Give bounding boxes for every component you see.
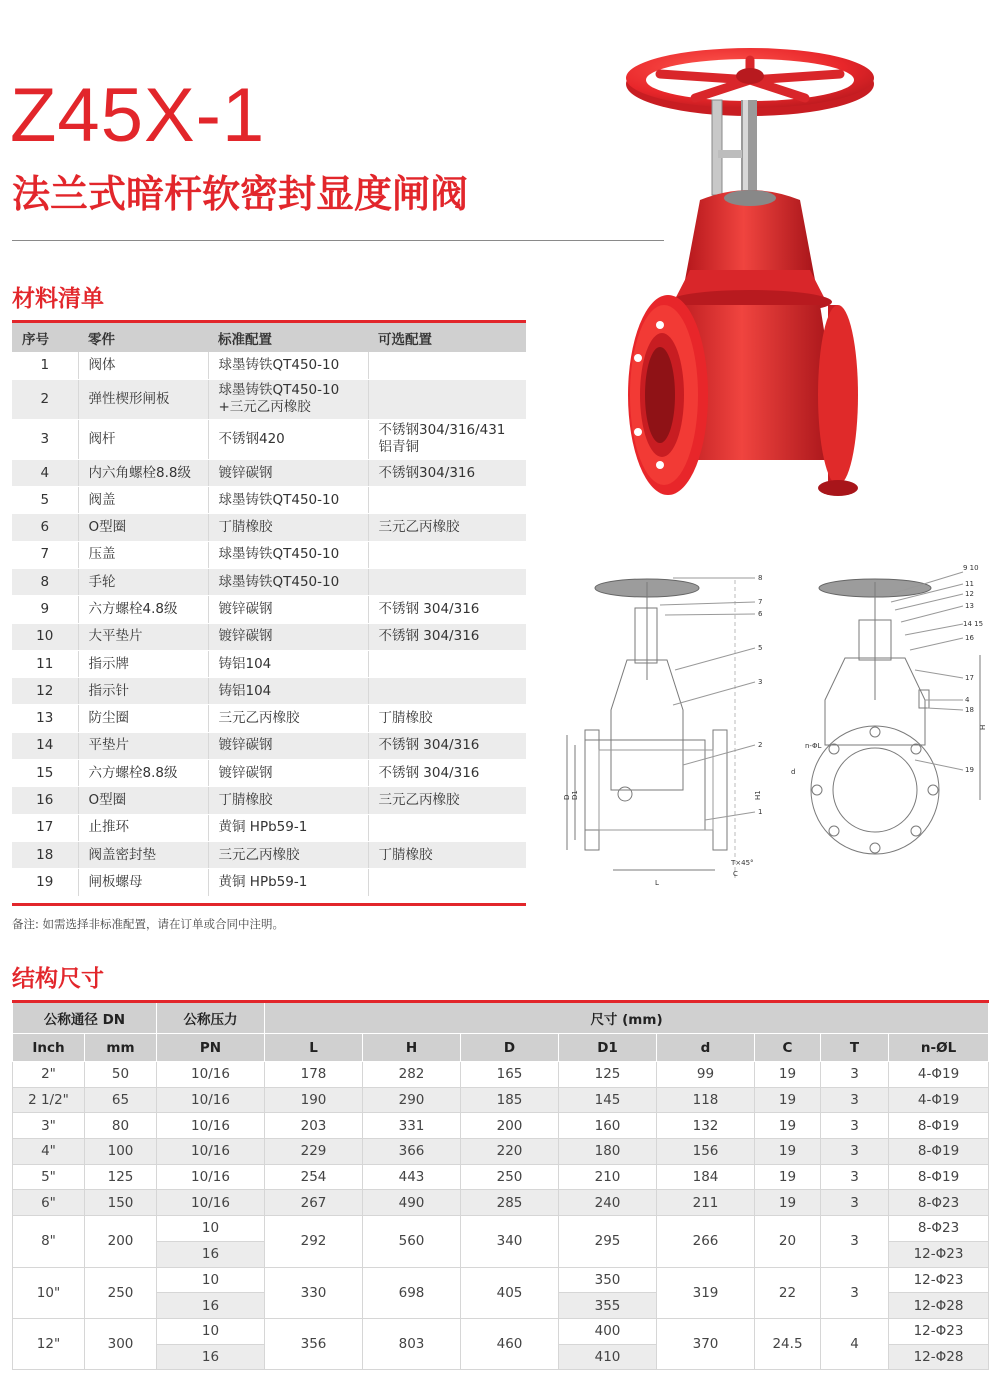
table-cell: 2 xyxy=(12,379,78,419)
table-cell: 黄铜 HPb59-1 xyxy=(208,869,368,896)
table-cell: 331 xyxy=(363,1113,461,1139)
callout-label: 2 xyxy=(758,741,763,749)
table-cell: 370 xyxy=(657,1318,755,1369)
table-row xyxy=(13,1267,989,1293)
table-cell: 黄铜 HPb59-1 xyxy=(208,814,368,841)
table-cell: 不锈钢 304/316 xyxy=(368,760,526,787)
table-cell: 3 xyxy=(821,1190,889,1216)
table-row xyxy=(12,379,526,419)
table-cell: 330 xyxy=(265,1267,363,1318)
table-cell xyxy=(368,352,526,379)
table-cell: 镀锌碳钢 xyxy=(208,732,368,759)
dim-label: d xyxy=(791,768,796,776)
table-cell: 16 xyxy=(157,1241,265,1267)
table-cell: 4" xyxy=(13,1139,85,1165)
table-cell: 六方螺栓4.8级 xyxy=(78,596,208,623)
table-cell: 不锈钢 304/316 xyxy=(368,596,526,623)
table-cell: 24.5 xyxy=(755,1318,821,1369)
table-cell: 15 xyxy=(12,760,78,787)
table-cell: 319 xyxy=(657,1267,755,1318)
callout-label: 14 15 xyxy=(963,620,984,628)
table-cell: 12-Φ23 xyxy=(889,1241,989,1267)
table-cell: 三元乙丙橡胶 xyxy=(368,787,526,814)
table-cell: 355 xyxy=(559,1293,657,1319)
table-cell: 球墨铸铁QT450-10 +三元乙丙橡胶 xyxy=(208,379,368,419)
table-cell: 282 xyxy=(363,1062,461,1088)
table-cell: 6 xyxy=(12,514,78,541)
valve-photo xyxy=(600,40,900,540)
table-bottom-rule xyxy=(12,903,526,906)
table-cell: 10/16 xyxy=(157,1190,265,1216)
table-cell: 16 xyxy=(12,787,78,814)
table-cell: 9 xyxy=(12,596,78,623)
col-header: 零件 xyxy=(78,322,208,353)
table-cell: 250 xyxy=(461,1164,559,1190)
callout-label: 7 xyxy=(758,598,763,606)
table-cell: 16 xyxy=(157,1293,265,1319)
table-cell: 443 xyxy=(363,1164,461,1190)
table-cell: 292 xyxy=(265,1216,363,1267)
table-cell: 8-Φ19 xyxy=(889,1139,989,1165)
table-cell: 3 xyxy=(821,1113,889,1139)
table-cell: O型圈 xyxy=(78,514,208,541)
table-cell: 2" xyxy=(13,1062,85,1088)
table-cell: 不锈钢420 xyxy=(208,419,368,459)
callout-label: 5 xyxy=(758,644,763,652)
table-cell: 405 xyxy=(461,1267,559,1318)
table-cell: 165 xyxy=(461,1062,559,1088)
table-cell: 铸铝104 xyxy=(208,678,368,705)
table-row xyxy=(12,841,526,868)
table-cell: 19 xyxy=(12,869,78,896)
table-cell: 350 xyxy=(559,1267,657,1293)
table-cell: 400 xyxy=(559,1318,657,1344)
table-cell: 指示牌 xyxy=(78,650,208,677)
table-cell: 200 xyxy=(461,1113,559,1139)
callout-label: 19 xyxy=(965,766,974,774)
table-row xyxy=(12,487,526,514)
table-cell: 16 xyxy=(157,1344,265,1370)
table-cell: 阀盖 xyxy=(78,487,208,514)
table-cell: 12" xyxy=(13,1318,85,1369)
table-row xyxy=(13,1190,989,1216)
table-cell: 240 xyxy=(559,1190,657,1216)
table-cell: 不锈钢304/316 xyxy=(368,459,526,486)
dim-label: C xyxy=(733,870,738,878)
group-header: 公称压力 xyxy=(157,1002,265,1034)
col-header: Inch xyxy=(13,1034,85,1062)
callout-label: 1 xyxy=(758,808,763,816)
table-cell: 267 xyxy=(265,1190,363,1216)
footnote: 备注: 如需选择非标准配置，请在订单或合同中注明。 xyxy=(12,917,285,931)
table-cell xyxy=(368,379,526,419)
table-cell: 铸铝104 xyxy=(208,650,368,677)
table-cell: 不锈钢 304/316 xyxy=(368,623,526,650)
table-cell: 490 xyxy=(363,1190,461,1216)
table-cell: 203 xyxy=(265,1113,363,1139)
table-cell: 19 xyxy=(755,1139,821,1165)
table-cell xyxy=(368,541,526,568)
table-cell: 球墨铸铁QT450-10 xyxy=(208,352,368,379)
dim-label: D xyxy=(563,794,571,800)
table-cell: 4-Φ19 xyxy=(889,1087,989,1113)
table-cell: 13 xyxy=(12,705,78,732)
table-cell: 160 xyxy=(559,1113,657,1139)
table-cell: 三元乙丙橡胶 xyxy=(208,841,368,868)
callout-label: 17 xyxy=(965,674,974,682)
table-cell: 290 xyxy=(363,1087,461,1113)
table-cell: 20 xyxy=(755,1216,821,1267)
table-row xyxy=(13,1139,989,1165)
table-cell: 3 xyxy=(821,1267,889,1318)
model-number: Z45X-1 xyxy=(10,73,266,158)
table-cell: 阀杆 xyxy=(78,419,208,459)
table-cell: 80 xyxy=(85,1113,157,1139)
table-cell: 阀盖密封垫 xyxy=(78,841,208,868)
table-cell: 3" xyxy=(13,1113,85,1139)
table-cell: 300 xyxy=(85,1318,157,1369)
dimensions-table xyxy=(12,1000,989,1370)
table-cell: 100 xyxy=(85,1139,157,1165)
table-cell: 4 xyxy=(12,459,78,486)
table-cell: 65 xyxy=(85,1087,157,1113)
table-cell: 三元乙丙橡胶 xyxy=(208,705,368,732)
table-row xyxy=(12,459,526,486)
table-cell: 丁腈橡胶 xyxy=(368,705,526,732)
dim-label: H xyxy=(979,724,987,730)
table-cell xyxy=(368,487,526,514)
table-cell: 12-Φ23 xyxy=(889,1267,989,1293)
col-header: 标准配置 xyxy=(208,322,368,353)
table-cell: 560 xyxy=(363,1216,461,1267)
table-cell: 4 xyxy=(821,1318,889,1369)
callout-label: 3 xyxy=(758,678,763,686)
table-cell: 闸板螺母 xyxy=(78,869,208,896)
table-cell: 19 xyxy=(755,1190,821,1216)
table-cell: 平垫片 xyxy=(78,732,208,759)
table-cell: 50 xyxy=(85,1062,157,1088)
table-cell: 803 xyxy=(363,1318,461,1369)
table-cell: 11 xyxy=(12,650,78,677)
table-row xyxy=(12,596,526,623)
table-cell: 184 xyxy=(657,1164,755,1190)
table-cell: 10/16 xyxy=(157,1087,265,1113)
table-cell: 132 xyxy=(657,1113,755,1139)
table-cell: 19 xyxy=(755,1087,821,1113)
table-cell: 7 xyxy=(12,541,78,568)
table-row xyxy=(12,787,526,814)
table-row xyxy=(12,541,526,568)
table-cell: 285 xyxy=(461,1190,559,1216)
table-cell: 球墨铸铁QT450-10 xyxy=(208,487,368,514)
table-cell: 185 xyxy=(461,1087,559,1113)
table-cell: O型圈 xyxy=(78,787,208,814)
table-cell: 698 xyxy=(363,1267,461,1318)
section-view xyxy=(567,578,755,880)
table-cell: 12-Φ23 xyxy=(889,1318,989,1344)
table-cell: 指示针 xyxy=(78,678,208,705)
table-cell: 球墨铸铁QT450-10 xyxy=(208,568,368,595)
table-cell: 178 xyxy=(265,1062,363,1088)
table-cell: 14 xyxy=(12,732,78,759)
table-row xyxy=(13,1216,989,1242)
table-cell: 三元乙丙橡胶 xyxy=(368,514,526,541)
table-cell: 阀体 xyxy=(78,352,208,379)
table-row xyxy=(12,760,526,787)
callout-label: 18 xyxy=(965,706,974,714)
table-cell: 211 xyxy=(657,1190,755,1216)
table-cell: 99 xyxy=(657,1062,755,1088)
table-cell: 镀锌碳钢 xyxy=(208,760,368,787)
table-cell: 3 xyxy=(821,1139,889,1165)
front-view xyxy=(811,572,980,854)
table-row xyxy=(12,419,526,459)
dim-label: n-ΦL xyxy=(805,742,822,750)
table-cell: 镀锌碳钢 xyxy=(208,459,368,486)
col-header: D1 xyxy=(559,1034,657,1062)
table-cell: 12 xyxy=(12,678,78,705)
table-cell: 366 xyxy=(363,1139,461,1165)
table-cell: 118 xyxy=(657,1087,755,1113)
col-header: T xyxy=(821,1034,889,1062)
table-cell: 3 xyxy=(821,1087,889,1113)
table-cell: 180 xyxy=(559,1139,657,1165)
table-cell: 5 xyxy=(12,487,78,514)
table-cell xyxy=(368,678,526,705)
table-row xyxy=(13,1062,989,1088)
col-header: D xyxy=(461,1034,559,1062)
table-cell: 球墨铸铁QT450-10 xyxy=(208,541,368,568)
table-cell: 220 xyxy=(461,1139,559,1165)
callout-label: 8 xyxy=(758,574,763,582)
table-cell: 10/16 xyxy=(157,1164,265,1190)
product-name: 法兰式暗杆软密封显度闸阀 xyxy=(12,172,469,216)
title-divider xyxy=(12,240,664,241)
materials-title: 材料清单 xyxy=(12,286,104,312)
col-header: C xyxy=(755,1034,821,1062)
callout-label: 6 xyxy=(758,610,763,618)
col-header: mm xyxy=(85,1034,157,1062)
table-cell: 六方螺栓8.8级 xyxy=(78,760,208,787)
dim-label: L xyxy=(655,879,659,887)
dim-label: H1 xyxy=(754,790,762,800)
table-cell xyxy=(368,814,526,841)
table-row xyxy=(13,1164,989,1190)
table-cell: 125 xyxy=(85,1164,157,1190)
table-cell: 8-Φ23 xyxy=(889,1190,989,1216)
table-cell: 3 xyxy=(12,419,78,459)
table-cell: 止推环 xyxy=(78,814,208,841)
table-cell: 10 xyxy=(157,1318,265,1344)
table-cell: 17 xyxy=(12,814,78,841)
dimensions-title: 结构尺寸 xyxy=(12,966,104,992)
table-cell: 弹性楔形闸板 xyxy=(78,379,208,419)
table-cell: 8 xyxy=(12,568,78,595)
table-cell: 19 xyxy=(755,1113,821,1139)
table-cell: 150 xyxy=(85,1190,157,1216)
table-cell: 不锈钢304/316/431 铝青铜 xyxy=(368,419,526,459)
table-cell: 丁腈橡胶 xyxy=(208,514,368,541)
table-cell: 3 xyxy=(821,1062,889,1088)
table-cell: 266 xyxy=(657,1216,755,1267)
table-cell xyxy=(368,650,526,677)
table-row xyxy=(13,1087,989,1113)
technical-drawing xyxy=(555,560,995,895)
table-cell: 410 xyxy=(559,1344,657,1370)
table-cell: 200 xyxy=(85,1216,157,1267)
table-cell: 22 xyxy=(755,1267,821,1318)
col-header: H xyxy=(363,1034,461,1062)
table-row xyxy=(12,678,526,705)
table-cell: 丁腈橡胶 xyxy=(208,787,368,814)
table-cell: 不锈钢 304/316 xyxy=(368,732,526,759)
table-cell: 18 xyxy=(12,841,78,868)
table-cell xyxy=(368,568,526,595)
table-cell: 10/16 xyxy=(157,1139,265,1165)
table-cell: 大平垫片 xyxy=(78,623,208,650)
table-cell: 145 xyxy=(559,1087,657,1113)
table-row xyxy=(12,514,526,541)
table-cell: 3 xyxy=(821,1164,889,1190)
table-cell: 10/16 xyxy=(157,1062,265,1088)
table-row xyxy=(12,623,526,650)
table-cell: 210 xyxy=(559,1164,657,1190)
col-header: 序号 xyxy=(12,322,78,353)
callout-label: 16 xyxy=(965,634,974,642)
table-row xyxy=(12,869,526,896)
table-cell: 镀锌碳钢 xyxy=(208,596,368,623)
table-cell: 防尘圈 xyxy=(78,705,208,732)
table-cell: 356 xyxy=(265,1318,363,1369)
table-cell: 手轮 xyxy=(78,568,208,595)
table-cell: 295 xyxy=(559,1216,657,1267)
table-cell: 8-Φ19 xyxy=(889,1164,989,1190)
col-header: L xyxy=(265,1034,363,1062)
table-cell: 6" xyxy=(13,1190,85,1216)
table-cell: 190 xyxy=(265,1087,363,1113)
materials-table xyxy=(12,320,526,897)
col-header: PN xyxy=(157,1034,265,1062)
table-cell: 3 xyxy=(821,1216,889,1267)
table-cell: 1 xyxy=(12,352,78,379)
group-header: 尺寸 (mm) xyxy=(265,1002,989,1034)
table-cell: 8-Φ19 xyxy=(889,1113,989,1139)
callout-label: 9 10 xyxy=(963,564,979,572)
col-header: 可选配置 xyxy=(368,322,526,353)
table-cell: 10" xyxy=(13,1267,85,1318)
callout-label: 11 xyxy=(965,580,974,588)
col-header: n-ØL xyxy=(889,1034,989,1062)
table-row xyxy=(12,705,526,732)
table-cell: 250 xyxy=(85,1267,157,1318)
table-cell: 镀锌碳钢 xyxy=(208,623,368,650)
table-cell: 19 xyxy=(755,1164,821,1190)
table-cell: 2 1/2" xyxy=(13,1087,85,1113)
table-row xyxy=(12,568,526,595)
table-cell: 8" xyxy=(13,1216,85,1267)
table-cell: 丁腈橡胶 xyxy=(368,841,526,868)
table-cell: 229 xyxy=(265,1139,363,1165)
table-cell: 8-Φ23 xyxy=(889,1216,989,1242)
table-row xyxy=(12,732,526,759)
table-row xyxy=(12,650,526,677)
table-cell: 4-Φ19 xyxy=(889,1062,989,1088)
table-row xyxy=(12,352,526,379)
table-cell: 10 xyxy=(12,623,78,650)
col-header: d xyxy=(657,1034,755,1062)
table-row xyxy=(12,814,526,841)
table-cell: 10 xyxy=(157,1216,265,1242)
table-cell: 5" xyxy=(13,1164,85,1190)
callout-label: 13 xyxy=(965,602,974,610)
callout-label: 4 xyxy=(965,696,970,704)
table-cell: 340 xyxy=(461,1216,559,1267)
table-row xyxy=(13,1318,989,1344)
table-cell: 460 xyxy=(461,1318,559,1369)
table-cell: 19 xyxy=(755,1062,821,1088)
dim-label: D1 xyxy=(571,790,579,800)
table-cell: 10/16 xyxy=(157,1113,265,1139)
table-cell: 156 xyxy=(657,1139,755,1165)
table-row xyxy=(13,1113,989,1139)
table-cell: 压盖 xyxy=(78,541,208,568)
group-header: 公称通径 DN xyxy=(13,1002,157,1034)
table-cell: 125 xyxy=(559,1062,657,1088)
table-cell: 内六角螺栓8.8级 xyxy=(78,459,208,486)
table-cell: 12-Φ28 xyxy=(889,1293,989,1319)
dim-label: T×45° xyxy=(731,859,754,867)
table-cell: 10 xyxy=(157,1267,265,1293)
table-cell: 254 xyxy=(265,1164,363,1190)
table-cell: 12-Φ28 xyxy=(889,1344,989,1370)
table-cell xyxy=(368,869,526,896)
callout-label: 12 xyxy=(965,590,974,598)
